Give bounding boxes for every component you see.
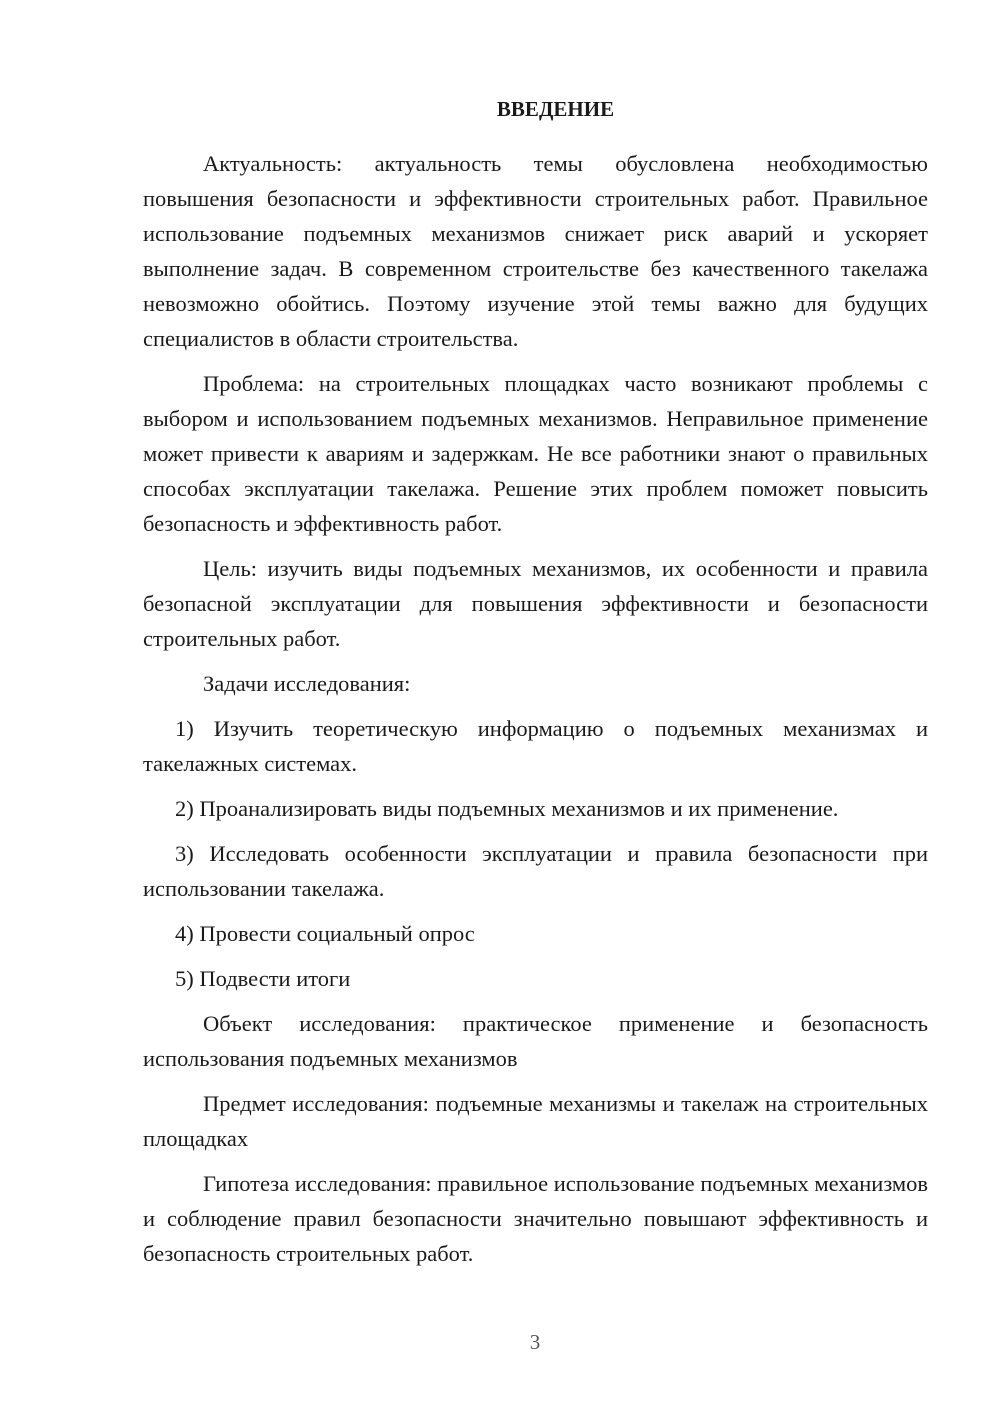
page-number: 3 — [529, 1330, 541, 1354]
paragraph-subject: Предмет исследования: подъемные механизмы и такелаж на строительных площадках — [143, 1091, 928, 1151]
task-item-5: 5) Подвести итоги — [175, 966, 351, 991]
paragraph-object: Объект исследования: практическое применение и безопасность использования подъемных механизмов — [143, 1011, 928, 1071]
section-title: ВВЕДЕНИЕ — [496, 97, 615, 121]
task-item-2: 2) Проанализировать виды подъемных механизмов и их применение. — [175, 796, 839, 821]
paragraph-relevance: Актуальность: актуальность темы обусловлена необходимостью повышения безопасности и эффективности строительных работ. Правильное использование подъемных механизмов снижает риск аварий и ускоряет выполнение задач. В современном строительстве без качественного такелажа невозможно обойтись. Поэтому изучение этой темы важно для будущих специалистов в области строительства. — [143, 151, 928, 351]
task-item-3: 3) Исследовать особенности эксплуатации и правила безопасности при использовании такелажа. — [143, 841, 928, 901]
task-item-1: 1) Изучить теоретическую информацию о подъемных механизмах и такелажных системах. — [143, 716, 928, 776]
paragraph-goal: Цель: изучить виды подъемных механизмов, их особенности и правила безопасной эксплуатации для повышения эффективности и безопасности строительных работ. — [143, 556, 928, 651]
paragraph-hypothesis: Гипотеза исследования: правильное использование подъемных механизмов и соблюдение правил безопасности значительно повышают эффективность и безопасность строительных работ. — [143, 1171, 928, 1266]
paragraph-tasks-heading: Задачи исследования: — [203, 671, 411, 696]
paragraph-problem: Проблема: на строительных площадках часто возникают проблемы с выбором и использованием подъемных механизмов. Неправильное применение может привести к авариям и задержкам. Не все работники знают о правильных способах эксплуатации такелажа. Решение этих проблем поможет повысить безопасность и эффективность работ. — [143, 371, 928, 536]
task-item-4: 4) Провести социальный опрос — [175, 921, 475, 946]
page-content — [143, 92, 928, 1281]
